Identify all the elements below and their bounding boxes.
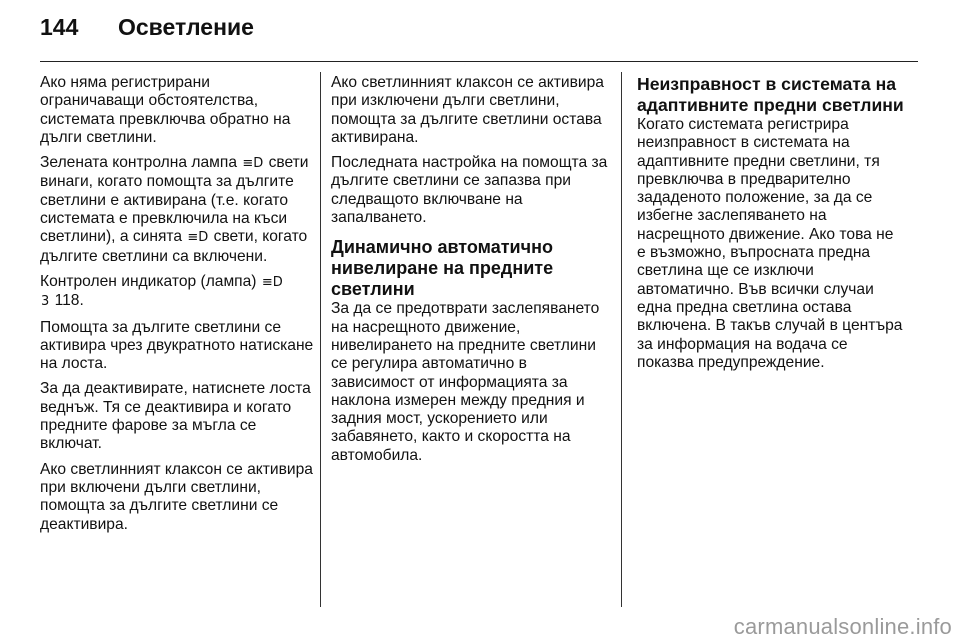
high-beam-icon: ≡D: [187, 230, 209, 246]
header-rule: [40, 61, 918, 62]
page-header: [40, 14, 254, 41]
column-3: [637, 74, 905, 379]
paragraph: Ако светлинният клаксон се активира при включени дълги светлини, помощта за дългите светлини се деактивира.: [40, 460, 313, 533]
column-divider: [320, 72, 321, 607]
column-divider: [621, 72, 622, 607]
paragraph: Зелената контролна лампа ≡D свети винаги, когато помощта за дългите светлини е активирана (т.е. когато системата е превключила на къси светлини), а синята ≡D свети, когато дългите светлини са включени.: [40, 154, 309, 265]
paragraph: За да деактивирате, натиснете лоста веднъж. Тя се деактивира и когато предните фарове за мъгла се включат.: [40, 380, 311, 453]
section-heading: Неизправност в системата на адаптивните предни светлини: [637, 74, 904, 115]
high-beam-assist-icon: ≡D: [242, 156, 264, 172]
page-reference-icon: 3: [41, 294, 50, 310]
section-heading: Динамично автоматично нивелиране на предните светлини: [331, 237, 554, 300]
paragraph: Когато системата регистрира неизправност в системата на адаптивните предни светлини, тя превключва в предварително зададеното положение, за да се избегне заслепяването на насрещното движение. Ако това не е възможно, въпросната предна светлина ще се изключи автоматично. Във всички случаи една предна светлина остава включена. В такъв случай в центъра за информация на водача се показва предупреждение.: [637, 116, 903, 371]
page-title: Осветление: [118, 14, 254, 40]
high-beam-assist-icon: ≡D: [261, 274, 283, 290]
paragraph: Ако няма регистрирани ограничаващи обстоятелства, системата превключва обратно на дълги светлини.: [40, 74, 291, 146]
page-number: 144: [40, 14, 79, 40]
column-2: [331, 74, 609, 472]
paragraph: Помощта за дългите светлини се активира чрез двукратното натискане на лоста.: [40, 318, 314, 373]
page-reference-link[interactable]: 118.: [54, 292, 84, 310]
watermark: carmanualsonline.info: [733, 614, 952, 639]
column-1: [40, 74, 316, 541]
paragraph: Ако светлинният клаксон се активира при изключени дълги светлини, помощта за дългите светлини остава активирана.: [331, 74, 604, 146]
paragraph: За да се предотврати заслепяването на насрещното движение, нивелирането на предните светлини се регулира автоматично в зависимост от информацията за наклона измерен между предния и задния мост, ускорението или забавянето, както и скоростта на автомобила.: [331, 300, 600, 464]
paragraph: Последната настройка на помощта за дългите светлини се запазва при следващото включване на запалването.: [331, 154, 608, 227]
paragraph: Контролен индикатор (лампа) ≡D 3 118.: [40, 273, 316, 312]
